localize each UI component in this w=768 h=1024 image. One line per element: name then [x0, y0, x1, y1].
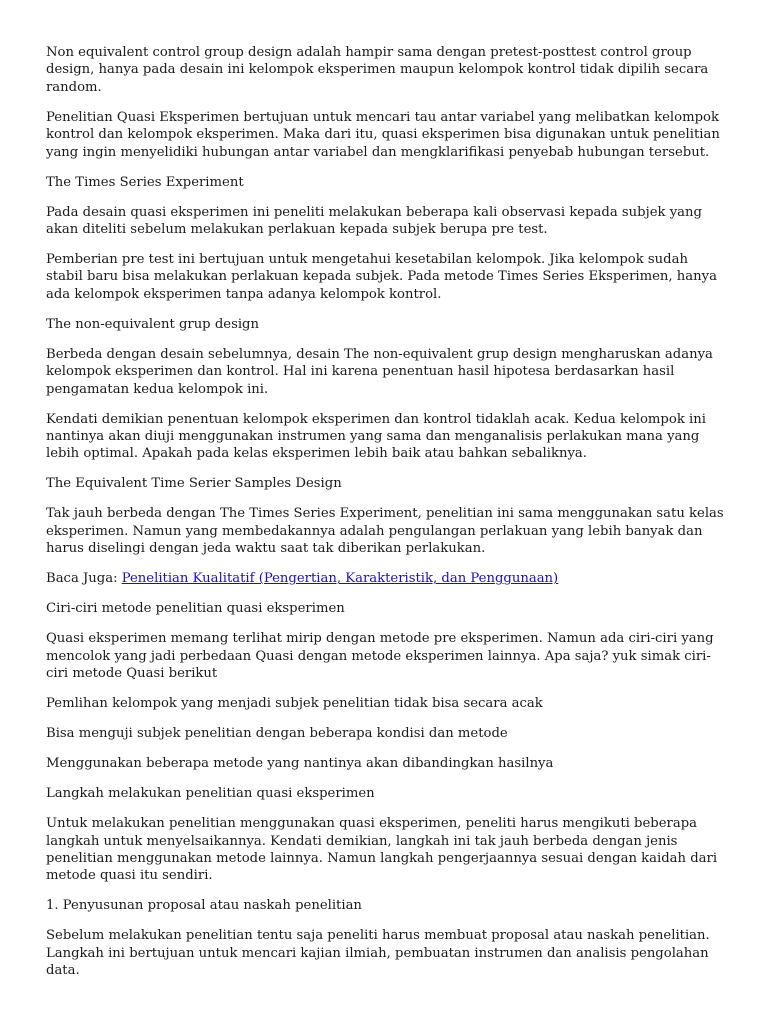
section-heading: Ciri-ciri metode penelitian quasi eksperimen [46, 601, 345, 617]
paragraph: Sebelum melakukan penelitian tentu saja peneliti harus membuat proposal atau naskah penelitian. Langkah ini bertujuan untuk mencari kajian ilmiah, pembuatan instrumen dan analisis pengolahan data. [46, 928, 710, 979]
section-heading: 1. Penyusunan proposal atau naskah penelitian [46, 898, 362, 914]
read-also-link[interactable]: Penelitian Kualitatif (Pengertian, Karakteristik, dan Penggunaan) [121, 571, 559, 587]
list-item: Menggunakan beberapa metode yang nantinya akan dibandingkan hasilnya [46, 756, 554, 772]
paragraph: Non equivalent control group design adalah hampir sama dengan pretest-posttest control group design, hanya pada desain ini kelompok eksperimen maupun kelompok kontrol tidak dipilih secara random. [46, 45, 709, 95]
read-also [46, 570, 724, 587]
paragraph: Tak jauh berbeda dengan The Times Series Experiment, penelitian ini sama menggunakan satu kelas eksperimen. Namun yang membedakannya adalah pengulangan perlakuan yang lebih banyak dan harus diselingi dengan jeda waktu saat tak diberikan perlakukan. [46, 506, 724, 557]
read-also-prefix: Baca Juga: [46, 571, 122, 587]
paragraph: Quasi eksperimen memang terlihat mirip dengan metode pre eksperimen. Namun ada ciri-ciri yang mencolok yang jadi perbedaan Quasi dengan metode eksperimen lainnya. Apa saja? yuk simak ciri-ciri metode Quasi berikut [46, 631, 714, 682]
paragraph: Berbeda dengan desain sebelumnya, desain The non-equivalent grup design mengharuskan adanya kelompok eksperimen dan kontrol. Hal ini karena penentuan hasil hipotesa berdasarkan hasil pengamatan kedua kelompok ini. [46, 346, 713, 397]
list-item: Pemlihan kelompok yang menjadi subjek penelitian tidak bisa secara acak [46, 696, 543, 712]
section-heading: The Times Series Experiment [46, 174, 244, 190]
section-heading: The Equivalent Time Serier Samples Design [46, 476, 342, 492]
paragraph: Untuk melakukan penelitian menggunakan quasi eksperimen, peneliti harus mengikuti beberapa langkah untuk menyelsaikannya. Kendati demikian, langkah ini tak jauh berbeda dengan jenis penelitian menggunakan metode lainnya. Namun langkah pengerjaannya sesuai dengan kaidah dari metode quasi itu sendiri. [46, 816, 718, 884]
paragraph: Penelitian Quasi Eksperimen bertujuan untuk mencari tau antar variabel yang melibatkan kelompok kontrol dan kelompok eksperimen. Maka dari itu, quasi eksperimen bisa digunakan untuk penelitian yang ingin menyelidiki hubungan antar variabel dan mengklarifikasi penyebab hubungan tersebut. [46, 109, 720, 160]
paragraph: Pemberian pre test ini bertujuan untuk mengetahui kesetabilan kelompok. Jika kelompok sudah stabil baru bisa melakukan perlakuan kepada subjek. Pada metode Times Series Eksperimen, hanya ada kelompok eksperimen tanpa adanya kelompok kontrol. [46, 252, 717, 302]
list-item: Bisa menguji subjek penelitian dengan beberapa kondisi dan metode [46, 726, 508, 742]
paragraph: Pada desain quasi eksperimen ini peneliti melakukan beberapa kali observasi kepada subjek yang akan diteliti sebelum melakukan perlakuan kepada subjek berupa pre test. [46, 204, 702, 238]
paragraph: Kendati demikian penentuan kelompok eksperimen dan kontrol tidaklah acak. Kedua kelompok ini nantinya akan diuji menggunakan instrumen yang sama dan menganalisis perlakukan mana yang lebih optimal. Apakah pada kelas eksperimen lebih baik atau bahkan sebaliknya. [46, 411, 706, 462]
section-heading: Langkah melakukan penelitian quasi eksperimen [46, 786, 375, 802]
section-heading: The non-equivalent grup design [46, 316, 259, 332]
